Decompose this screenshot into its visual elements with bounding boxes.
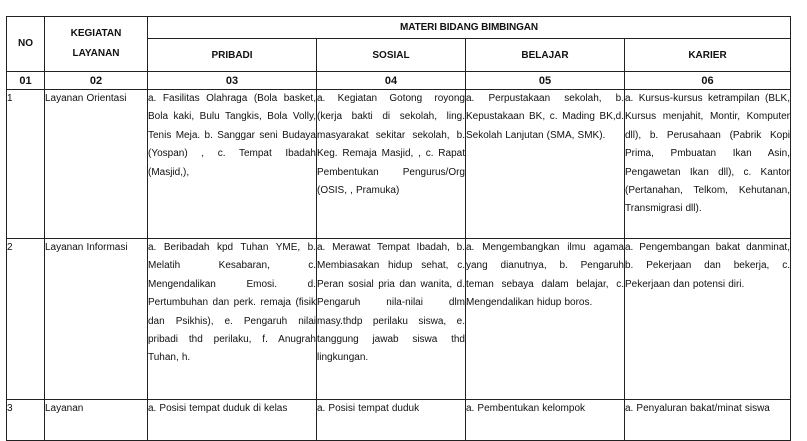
pribadi-cell: a. Beribadah kpd Tuhan YME, b. Melatih Kesabaran, c. Mengendalikan Emosi. d. Pertumbuhan dan perk. remaja (fisik dan Psikhis), e. Pengaruh nilai pribadi thd perilaku, f. Anugrah Tuhan, h.: [148, 239, 317, 400]
pribadi-cell: a. Fasilitas Olahraga (Bola basket, Bola kaki, Bulu Tangkis, Bola Volly, Tenis Meja. b. Sanggar seni Budaya (Yospan) , c. Tempat Ibadah (Masjid,),: [148, 90, 317, 239]
column-number: 02: [45, 72, 148, 90]
kegiatan-cell: Layanan Orientasi: [45, 90, 148, 239]
header-kegiatan-line1: KEGIATAN: [70, 28, 122, 39]
header-sosial: SOSIAL: [317, 39, 466, 72]
column-number: 04: [317, 72, 466, 90]
kegiatan-cell: Layanan: [45, 400, 148, 441]
header-karier: KARIER: [625, 39, 791, 72]
header-no: NO: [7, 17, 45, 72]
belajar-cell: a. Pembentukan kelompok: [466, 400, 625, 441]
sosial-cell: a. Posisi tempat duduk: [317, 400, 466, 441]
table-header: [7, 17, 791, 90]
karier-cell: a. Penyaluran bakat/minat siswa: [625, 400, 791, 441]
header-pribadi: PRIBADI: [148, 39, 317, 72]
column-number-row: [7, 72, 791, 90]
row-number: 2: [7, 239, 45, 400]
row-number: 1: [7, 90, 45, 239]
header-belajar: BELAJAR: [466, 39, 625, 72]
header-kegiatan-layanan: [45, 17, 148, 72]
header-materi-bidang: MATERI BIDANG BIMBINGAN: [148, 17, 791, 39]
header-kegiatan-line2: LAYANAN: [72, 48, 120, 59]
column-number: 03: [148, 72, 317, 90]
sosial-cell: a. Merawat Tempat Ibadah, b. Membiasakan hidup sehat, c. Peran sosial pria dan wanita, d. Pengaruh nila-nilai dlm masy.thdp perilaku siswa, e. tanggung jawab siswa thd lingkungan.: [317, 239, 466, 400]
column-number: 01: [7, 72, 45, 90]
column-number: 05: [466, 72, 625, 90]
belajar-cell: a. Perpustakaan sekolah, b. Kepustakaan BK, c. Mading BK,d. Sekolah Lanjutan (SMA, SMK).: [466, 90, 625, 239]
guidance-material-table: [6, 16, 791, 441]
karier-cell: a. Kursus-kursus ketrampilan (BLK, Kursus menjahit, Montir, Komputer dll), b. Perusahaan (Pabrik Kopi Prima, Pmbuatan Ikan Asin, Pengawetan Ikan dll), c. Kantor (Pertanahan, Telkom, Kehutanan, Transmigrasi dll).: [625, 90, 791, 239]
karier-cell: a. Pengembangan bakat danminat, b. Pekerjaan dan bekerja, c. Pekerjaan dan potensi diri.: [625, 239, 791, 400]
pribadi-cell: a. Posisi tempat duduk di kelas: [148, 400, 317, 441]
table-row: [7, 239, 791, 400]
row-number: 3: [7, 400, 45, 441]
table-row: [7, 400, 791, 441]
belajar-cell: a. Mengembangkan ilmu agama yang dianutnya, b. Pengaruh teman sebaya dalam belajar, c. Mengendalikan hidup boros.: [466, 239, 625, 400]
sosial-cell: a. Kegiatan Gotong royong (kerja bakti di sekolah, ling. masyarakat sekitar sekolah, b. Keg. Remaja Masjid, , c. Rapat Pembentukan Pengurus/Org (OSIS, , Pramuka): [317, 90, 466, 239]
kegiatan-cell: Layanan Informasi: [45, 239, 148, 400]
table-row: [7, 90, 791, 239]
column-number: 06: [625, 72, 791, 90]
